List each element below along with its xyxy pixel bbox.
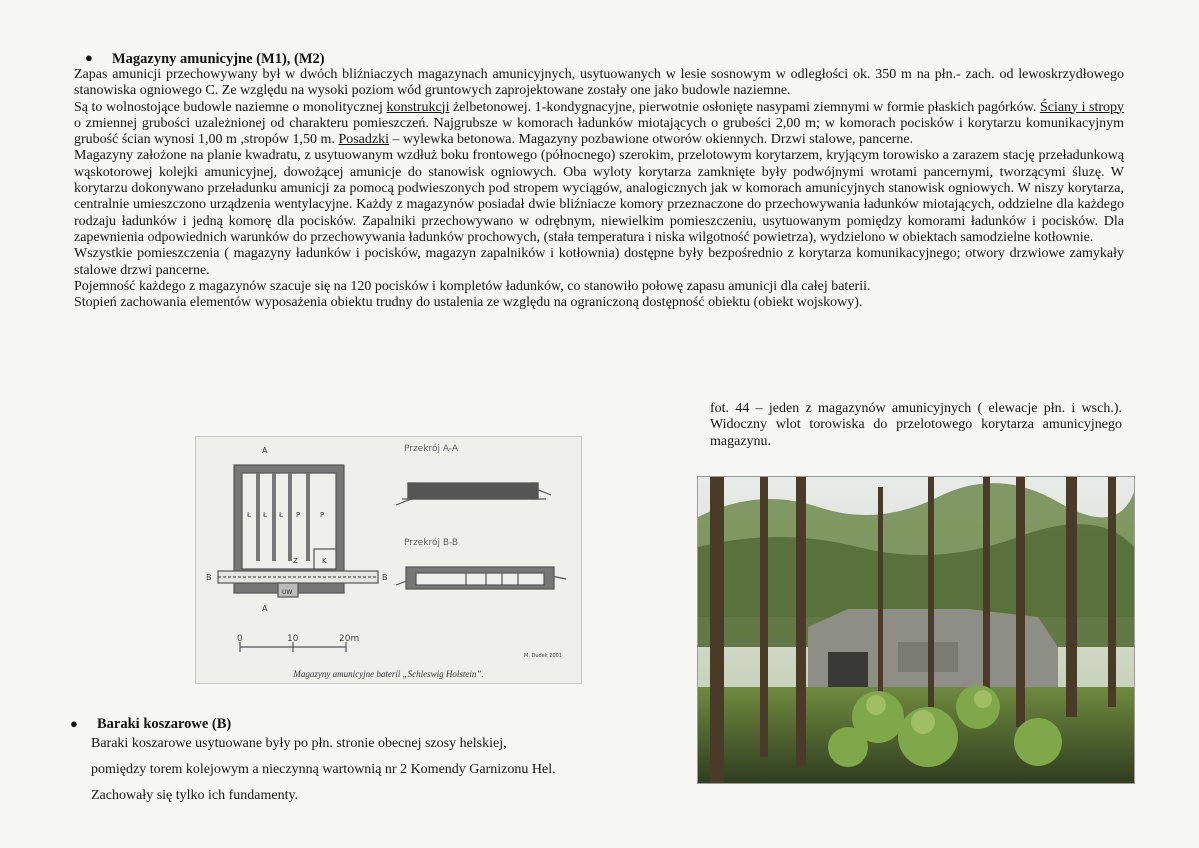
photo-trunk [796,477,806,767]
underlined-term: Posadzki [338,132,389,148]
bullet-icon: ● [70,716,78,731]
floor-plan-drawing [195,436,582,684]
section-bb-interior [416,573,544,585]
room-label-z: Z [293,557,298,565]
photo-highlight [866,695,886,715]
photo-trunk [983,477,990,717]
underlined-term: Ściany i stropy [1039,99,1125,115]
photo-trunk [1066,477,1077,717]
paragraph: Zachowały się tylko ich fundamenty. [91,788,299,803]
section-aa-drawing [396,483,551,505]
section-aa-wall [530,483,538,499]
paragraph: Wszystkie pomieszczenia ( magazyny ładunków i pocisków, magazyn zapalników i kotłownia) dostępne były bezpośrednio z korytarza komunikacyjnego; otwory drzwiowe zamykały stalowe drzwi pancerne. [74,246,1124,278]
photo-trunk [878,487,883,697]
paragraph: Stopień zachowania elementów wyposażenia obiektu trudny do ustalenia ze względu na ograniczoną dostępność obiektu (obiekt wojskowy). [74,295,863,311]
drawing-caption: Magazyny amunicyjne baterii „Schleswig Holstein”. [293,669,484,679]
room-label-l: Ł [279,511,283,519]
text-run: Są to wolnostojące budowle naziemne o monolitycznej [74,99,387,115]
photo-shrub [1014,718,1062,766]
photo-trunk [1108,477,1116,707]
scale-label-10: 10 [287,634,299,644]
section-aa-label: Przekrój A-A [404,444,458,454]
underlined-term: konstrukcji [386,99,450,115]
room-label-uw: UW [282,589,293,596]
room-label-k: K [322,557,327,565]
photo-highlight [974,690,992,708]
photo-svg [698,477,1134,783]
section-title-magazyny: Magazyny amunicyjne (M1), (M2) [112,51,325,67]
paragraph: Zapas amunicji przechowywany był w dwóch bliźniaczych magazynach amunicyjnych, usytuowanych w lesie sosnowym w odległości ok. 350 m na płn.- zach. od lewoskrzydłowego stanowiska ogniowego C. Ze względu na wysoki poziom wód gruntowych zaprojektowane zostały one jako budowle naziemne. [74,67,1124,99]
paragraph: Baraki koszarowe usytuowane były po płn. stronie obecnej szosy helskiej, [91,736,507,751]
scale-label-0: 0 [237,634,243,644]
photo-highlight [911,710,935,734]
paragraph: Pojemność każdego z magazynów szacuje się na 120 pocisków i kompletów ładunków, co stanowiło połowę zapasu amunicji dla całej baterii. [74,278,871,294]
bullet-icon: ● [85,50,93,65]
section-body-baraki [91,736,651,804]
section-title-baraki: Baraki koszarowe (B) [97,716,232,732]
bunker-photo [697,476,1135,784]
paragraph: Magazyny założone na planie kwadratu, z usytuowanym wzdłuż boku frontowego (północnego) szerokim, przelotowym korytarzem, kryjącym torowisko a zarazem stację przeładunkową wąskotorowej kolejki amunicyjnej, dowożącej amunicje do stanowisk ogniowych. Oba wyloty korytarza zamknięte były podwójnymi wrotami pancernymi, tworzącymi śluzę. W korytarzu dokonywano przeładunku amunicji za pomocą podwieszonych pod stropem wyciągów, analogicznych jak w komorach amunicyjnych stanowisk ogniowych. W niszy korytarza, centralnie umieszczono urządzenia wentylacyjne. Każdy z magazynów posiadał dwie bliźniacze komory przeznaczone do przechowywania ładunków miotających, oddzielne dla każdego rodzaju ładunków i jedną komorę dla pocisków. Zapalniki przechowywano w odrębnym, niewielkim pomieszczeniu, usytuowanym pomiędzy komorami ładunków i pocisków. Dla zapewnienia odpowiednich warunków do przechowywania ładunków prochowych, (stała temperatura i niska wilgotność powietrza), wydzielono w obiektach samodzielne kotłownie. [74,148,1124,245]
photo-shrub [828,727,868,767]
section-body-magazyny [74,67,1124,311]
section-mark-a-top: A [262,446,268,455]
room-label-p: P [320,511,325,519]
text-run: – wylewka betonowa. Magazyny pozbawione otworów okiennych. Drzwi stalowe, pancerne. [389,132,914,148]
paragraph: pomiędzy torem kolejowym a nieczynną wartownią nr 2 Komendy Garnizonu Hel. [91,762,556,777]
room-label-l: Ł [263,511,267,519]
plan-walls [218,465,378,597]
plan-svg [196,437,581,683]
photo-trunk [928,477,934,707]
text-run: żelbetonowej. 1-kondygnacyjne, pierwotnie osłonięte nasypami ziemnymi w formie płaskich pagórków. [449,99,1040,115]
room-label-l: Ł [247,511,251,519]
text-run: o zmiennej grubości uzależnionej od charakteru pomieszczeń. Najgrubsze w komorach ładunków miotających o grubości 2,00 m; w komorach pocisków i korytarzu komunikacyjnym grubość ścian wynosi 1,00 m ,stropów 1,50 m. [74,115,1124,148]
paragraph [74,100,1124,149]
photo-caption: fot. 44 – jeden z magazynów amunicyjnych ( elewacje płn. i wsch.). Widoczny wlot torowiska do przelotowego korytarza amunicyjnego magazynu. [710,401,1122,449]
section-mark-b-left: B [206,573,212,582]
section-aa-wall [408,483,416,499]
section-mark-a-bottom: A [262,604,268,613]
scale-label-20: 20m [339,634,360,644]
section-bb-drawing [396,567,566,589]
drawing-author: M. Dudek 2001 [524,653,562,659]
section-bb-label: Przekrój B-B [404,538,459,548]
photo-trunk [710,477,724,783]
room-label-p: P [296,511,301,519]
photo-trunk [760,477,768,757]
photo-trunk [1016,477,1025,727]
photo-bunker-entrance [828,652,868,692]
section-mark-b-right: B [382,573,388,582]
